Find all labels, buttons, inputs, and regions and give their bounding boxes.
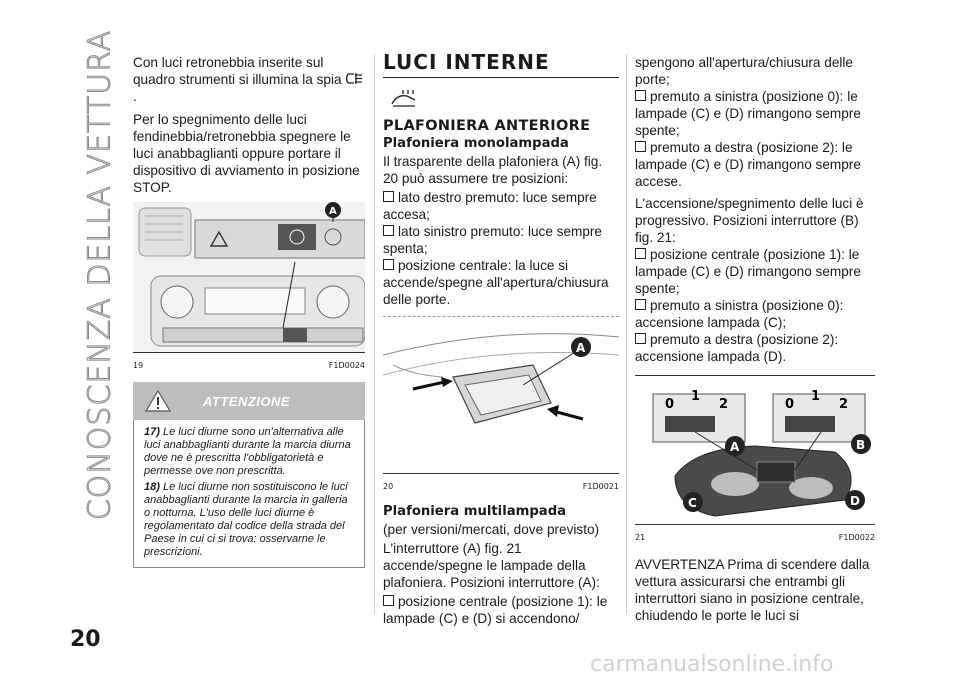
svg-text:0: 0 bbox=[665, 397, 675, 412]
svg-text:C: C bbox=[688, 496, 697, 510]
paragraph: L'interruttore (A) fig. 21 accende/spegne le lampade della plafoniera. Posizioni interruttore (A): bbox=[383, 541, 600, 590]
section-title: LUCI INTERNE bbox=[383, 50, 550, 74]
paragraph: Il trasparente della plafoniera (A) fig. 20 può assumere tre posizioni: bbox=[383, 154, 603, 186]
divider bbox=[383, 77, 619, 78]
watermark: carmanualsonline.info bbox=[590, 652, 834, 677]
svg-text:1: 1 bbox=[811, 389, 821, 404]
figure-21 bbox=[635, 375, 875, 525]
figure-19 bbox=[133, 202, 365, 353]
figure-19-caption: 19 F1D0024 bbox=[133, 361, 365, 370]
column-divider bbox=[374, 54, 375, 614]
svg-text:2: 2 bbox=[719, 397, 729, 412]
warning-triangle-icon bbox=[145, 390, 171, 412]
svg-text:1: 1 bbox=[691, 389, 701, 404]
callout-a: A bbox=[329, 206, 337, 217]
list-item: premuto a destra (posizione 2): accensione lampada (D). bbox=[635, 332, 839, 364]
list-item: premuto a sinistra (posizione 0): accensione lampada (C); bbox=[635, 298, 844, 330]
interior-lamp-icon bbox=[389, 88, 419, 108]
subheading: Plafoniera monolampada bbox=[383, 136, 569, 151]
list-item: premuto a destra (posizione 2): le lampade (C) e (D) rimangono sempre accese. bbox=[635, 140, 861, 189]
figure-20-caption: 20 F1D0021 bbox=[383, 482, 619, 491]
svg-text:B: B bbox=[856, 438, 866, 452]
figure-21-caption: 21 F1D0022 bbox=[635, 533, 875, 542]
subheading: Plafoniera multilampada bbox=[383, 504, 567, 519]
column-2 bbox=[383, 50, 619, 627]
paragraph: (per versioni/mercati, dove previsto) bbox=[383, 522, 600, 537]
warning-title: ATTENZIONE bbox=[203, 394, 291, 409]
list-item: posizione centrale: la luce si accende/spegne all'apertura/chiusura delle porte. bbox=[383, 258, 609, 307]
warning-body: 17) Le luci diurne sono un'alternativa alle luci anabbaglianti durante la marcia diurna dove ne è prescritta l'obbligatorietà e permesse ove non prescritta. 18) Le luci diurne non sostituiscono le luci anabbaglianti durante la marcia in galleria o notturna. L'uso delle luci diurne è regolamentato dal codice della strada del Paese in cui ci si trova: osservarne le prescrizioni. bbox=[133, 420, 365, 568]
section-side-title: CONOSCENZA DELLA VETTURA bbox=[82, 29, 118, 521]
divider bbox=[383, 316, 619, 317]
paragraph: AVVERTENZA Prima di scendere dalla vettura assicurarsi che entrambi gli interruttori siano in posizione centrale, chiudendo le porte le luci si bbox=[635, 557, 870, 623]
paragraph: L'accensione/spegnimento delle luci è progressivo. Posizioni interruttore (B) fig. 21: bbox=[635, 196, 864, 245]
figure-20 bbox=[383, 325, 619, 474]
column-1 bbox=[133, 54, 365, 568]
warning-header bbox=[133, 382, 365, 420]
callout-a: A bbox=[576, 341, 586, 355]
svg-text:A: A bbox=[730, 440, 740, 454]
list-item: lato sinistro premuto: luce sempre spenta; bbox=[383, 224, 602, 256]
column-divider bbox=[626, 54, 627, 614]
paragraph: Con luci retronebbia inserite sul quadro strumenti si illumina la spia . bbox=[133, 54, 365, 105]
svg-text:0: 0 bbox=[785, 397, 795, 412]
list-item: premuto a sinistra (posizione 0): le lampade (C) e (D) rimangono sempre spente; bbox=[635, 89, 861, 138]
front-ceiling-lamp-drawing bbox=[383, 325, 619, 473]
rear-fog-light-icon bbox=[345, 71, 363, 86]
column-3 bbox=[635, 54, 875, 630]
paragraph: Per lo spegnimento delle luci fendinebbia/retronebbia spegnere le luci anabbaglianti oppure portare il dispositivo di avviamento in posizione STOP. bbox=[133, 112, 360, 195]
dashboard-controls-drawing bbox=[133, 202, 365, 352]
list-item: posizione centrale (posizione 1): le lampade (C) e (D) si accendono/ bbox=[383, 594, 608, 626]
list-item: posizione centrale (posizione 1): le lampade (C) e (D) rimangono sempre spente; bbox=[635, 247, 861, 296]
page-number: 20 bbox=[70, 627, 101, 652]
list-item: lato destro premuto: luce sempre accesa; bbox=[383, 190, 597, 222]
multi-lamp-ceiling-light-drawing bbox=[635, 376, 875, 524]
subsection-title: PLAFONIERA ANTERIORE bbox=[383, 118, 591, 134]
svg-text:D: D bbox=[850, 494, 860, 508]
paragraph: spengono all'apertura/chiusura delle porte; bbox=[635, 55, 853, 87]
svg-text:2: 2 bbox=[839, 397, 849, 412]
